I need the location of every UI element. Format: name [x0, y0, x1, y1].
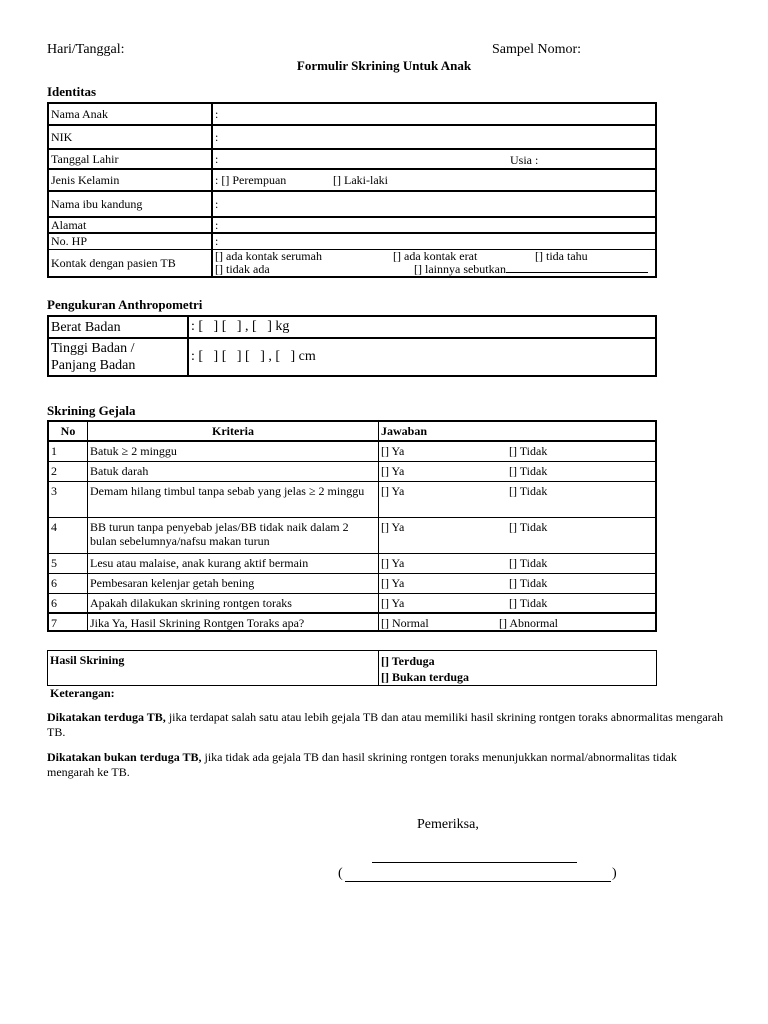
- age-label: Usia :: [510, 153, 539, 167]
- row-no: 2: [48, 461, 88, 481]
- contact-unknown-option[interactable]: [] tida tahu: [535, 248, 588, 263]
- height-label: [48, 338, 188, 376]
- height-label-line2: Panjang Badan: [51, 358, 136, 373]
- weight-field[interactable]: : [ ] [ ] , [ ] kg: [188, 316, 656, 338]
- table-row: [48, 593, 656, 613]
- note-not-suspected-text: jika tidak ada gejala TB dan hasil skrining rontgen toraks menunjukkan normal/abnormalitas tidak mengarah ke TB.: [47, 750, 677, 779]
- row-answer: [379, 441, 657, 461]
- nik-field[interactable]: [212, 125, 656, 149]
- address-label: Alamat: [48, 217, 212, 233]
- birth-date-field[interactable]: [212, 149, 656, 169]
- row-no: 7: [48, 613, 88, 631]
- result-not-suspected-option[interactable]: [] Bukan terduga: [381, 670, 470, 684]
- anthropometry-heading: Pengukuran Anthropometri: [47, 297, 203, 312]
- colon: :: [215, 234, 219, 249]
- mother-name-field[interactable]: [212, 191, 656, 217]
- contact-none-option[interactable]: [] tidak ada: [215, 261, 270, 276]
- address-field[interactable]: [212, 217, 656, 233]
- row-answer: [379, 593, 657, 613]
- phone-field[interactable]: [212, 233, 656, 249]
- table-row: [48, 441, 656, 461]
- table-row: [48, 233, 656, 249]
- row-criteria: Pembesaran kelenjar getah bening: [88, 573, 379, 593]
- row-no: 3: [48, 481, 88, 517]
- symptoms-table: [47, 420, 657, 632]
- note-not-suspected: [47, 750, 727, 780]
- answer-no-option[interactable]: [] Tidak: [509, 483, 548, 498]
- row-answer: [379, 461, 657, 481]
- birth-date-label: Tanggal Lahir: [48, 149, 212, 169]
- row-answer: [379, 517, 657, 553]
- sample-number-label: Sampel Nomor:: [492, 42, 582, 57]
- examiner-label: Pemeriksa,: [417, 817, 479, 832]
- tb-contact-label: Kontak dengan pasien TB: [48, 249, 212, 277]
- notes-heading: Keterangan:: [50, 686, 115, 700]
- weight-label: Berat Badan: [48, 316, 188, 338]
- row-criteria: Jika Ya, Hasil Skrining Rontgen Toraks apa?: [88, 613, 379, 631]
- table-row: [48, 316, 656, 338]
- result-label: Hasil Skrining: [48, 651, 379, 686]
- answer-yes-option[interactable]: [] Ya: [381, 463, 405, 478]
- table-header-row: [48, 421, 656, 441]
- height-label-line1: Tinggi Badan /: [51, 341, 135, 356]
- table-row: [48, 249, 656, 277]
- answer-yes-option[interactable]: [] Ya: [381, 483, 405, 498]
- answer-abnormal-option[interactable]: [] Abnormal: [499, 616, 558, 630]
- row-criteria: BB turun tanpa penyebab jelas/BB tidak naik dalam 2 bulan sebelumnya/nafsu makan turun: [88, 517, 379, 553]
- sex-field: [212, 169, 656, 191]
- table-row: [48, 149, 656, 169]
- close-paren: ): [612, 866, 617, 881]
- child-name-label: Nama Anak: [48, 103, 212, 125]
- table-row: [48, 338, 656, 376]
- colon: :: [215, 197, 219, 211]
- row-criteria: Apakah dilakukan skrining rontgen toraks: [88, 593, 379, 613]
- sex-male-option[interactable]: [] Laki-laki: [333, 173, 388, 187]
- answer-yes-option[interactable]: [] Ya: [381, 444, 405, 458]
- table-row: [48, 651, 657, 686]
- row-answer: [379, 553, 657, 573]
- colon: :: [215, 107, 219, 121]
- row-no: 4: [48, 517, 88, 553]
- answer-normal-option[interactable]: [] Normal: [381, 616, 429, 630]
- answer-no-option[interactable]: [] Tidak: [509, 444, 548, 458]
- contact-close-option[interactable]: [] ada kontak erat: [393, 248, 478, 263]
- table-row: [48, 481, 656, 517]
- nik-label: NIK: [48, 125, 212, 149]
- row-answer: [379, 481, 657, 517]
- note-suspected-text: jika terdapat salah satu atau lebih gejala TB dan atau memiliki hasil skrining rontgen toraks abnormalitas mengarah TB.: [47, 710, 724, 739]
- col-criteria-header: Kriteria: [88, 421, 379, 441]
- result-table: [47, 650, 657, 686]
- table-row: [48, 169, 656, 191]
- answer-no-option[interactable]: [] Tidak: [509, 555, 548, 570]
- row-criteria: Batuk ≥ 2 minggu: [88, 441, 379, 461]
- tb-contact-field: [212, 249, 656, 277]
- contact-household-option[interactable]: [] ada kontak serumah: [215, 248, 322, 263]
- sex-female-option[interactable]: : [] Perempuan: [215, 173, 287, 187]
- form-title: Formulir Skrining Untuk Anak: [296, 58, 472, 73]
- table-row: [48, 461, 656, 481]
- phone-label: No. HP: [48, 233, 212, 249]
- row-answer: [379, 573, 657, 593]
- sex-label: Jenis Kelamin: [48, 169, 212, 191]
- row-no: 5: [48, 553, 88, 573]
- open-paren: (: [338, 866, 343, 881]
- result-options: [379, 651, 657, 686]
- contact-other-option[interactable]: [] lainnya sebutkan: [414, 261, 506, 276]
- row-no: 6: [48, 593, 88, 613]
- table-row: [48, 125, 656, 149]
- anthropometry-table: [47, 315, 657, 377]
- colon: :: [215, 130, 219, 144]
- row-answer: [379, 613, 657, 631]
- answer-no-option[interactable]: [] Tidak: [509, 463, 548, 478]
- answer-yes-option[interactable]: [] Ya: [381, 555, 405, 570]
- table-row: [48, 517, 656, 553]
- table-row: [48, 191, 656, 217]
- answer-no-option[interactable]: [] Tidak: [509, 575, 548, 590]
- row-criteria: Demam hilang timbul tanpa sebab yang jelas ≥ 2 minggu: [88, 481, 379, 517]
- row-no: 6: [48, 573, 88, 593]
- answer-yes-option[interactable]: [] Ya: [381, 595, 405, 610]
- colon: :: [215, 218, 219, 232]
- colon: :: [215, 152, 219, 166]
- note-suspected: [47, 710, 727, 740]
- col-no-header: No: [48, 421, 88, 441]
- day-date-label: Hari/Tanggal:: [47, 42, 125, 57]
- table-row: [48, 103, 656, 125]
- note-not-suspected-title: Dikatakan bukan terduga TB,: [47, 750, 202, 764]
- identity-heading: Identitas: [47, 84, 97, 99]
- col-answer-header: Jawaban: [379, 421, 657, 441]
- signature-line[interactable]: [372, 862, 577, 863]
- row-criteria: Batuk darah: [88, 461, 379, 481]
- row-criteria: Lesu atau malaise, anak kurang aktif bermain: [88, 553, 379, 573]
- result-suspected-option[interactable]: [] Terduga: [381, 654, 435, 668]
- note-suspected-title: Dikatakan terduga TB,: [47, 710, 166, 724]
- table-row: [48, 613, 656, 631]
- answer-yes-option[interactable]: [] Ya: [381, 519, 405, 534]
- identity-table: [47, 102, 657, 278]
- mother-name-label: Nama ibu kandung: [48, 191, 212, 217]
- child-name-field[interactable]: [212, 103, 656, 125]
- symptoms-heading: Skrining Gejala: [47, 403, 136, 418]
- contact-other-line[interactable]: [506, 272, 648, 273]
- answer-no-option[interactable]: [] Tidak: [509, 519, 548, 534]
- table-row: [48, 553, 656, 573]
- name-line[interactable]: [345, 881, 611, 882]
- answer-no-option[interactable]: [] Tidak: [509, 595, 548, 610]
- height-field[interactable]: : [ ] [ ] [ ] , [ ] cm: [191, 349, 316, 364]
- table-row: [48, 217, 656, 233]
- table-row: [48, 573, 656, 593]
- row-no: 1: [48, 441, 88, 461]
- answer-yes-option[interactable]: [] Ya: [381, 575, 405, 590]
